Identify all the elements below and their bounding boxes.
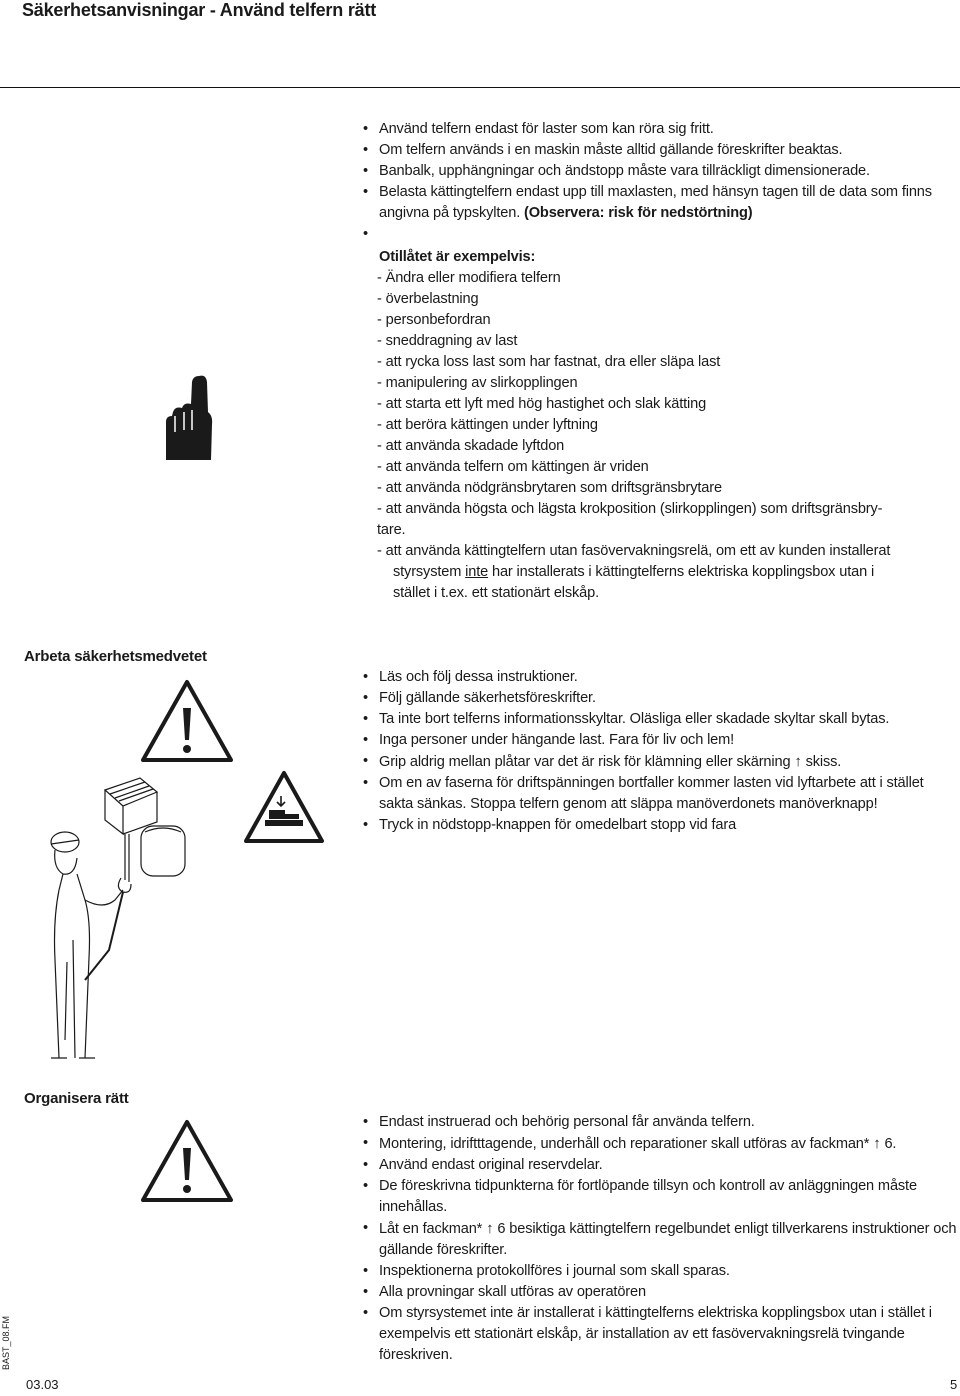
prohibited-item: - personbefordran: [377, 312, 491, 328]
file-code: BAST_08.FM: [1, 1315, 11, 1370]
section-heading: Organisera rätt: [24, 1090, 129, 1107]
prohibited-item-cont: [377, 562, 958, 583]
bullet-item: • Följ gällande säkerhetsföreskrifter.: [363, 688, 958, 709]
text-span: skiss.: [801, 754, 842, 770]
bullet-text: Belasta kättingtelfern endast upp till maxlasten, med hänsyn tagen till de data som finns angivna på typskylten.: [379, 184, 932, 221]
bullet-item: • Endast instruerad och behörig personal får använda telfern.: [363, 1112, 958, 1133]
text-span: har installerats i kättingtelferns elektriska kopplingsbox utan i: [488, 564, 875, 580]
text-span: 6.: [880, 1136, 897, 1152]
text-span: Grip aldrig mellan plåtar var det är risk för klämning eller skärning: [379, 754, 791, 770]
text-span: Montering, idriftttagende, underhåll och reparationer skall utföras av fackman*: [379, 1136, 870, 1152]
bullet-item: • Om telfern används i en maskin måste alltid gällande föreskrifter beaktas.: [363, 140, 958, 161]
bullet-item: • De föreskrivna tidpunkterna för fortlöpande tillsyn och kontroll av anläggningen måste innehållas.: [363, 1176, 958, 1218]
prohibited-item-cont: stället i t.ex. ett stationärt elskåp.: [393, 585, 600, 601]
prohibited-item: - att rycka loss last som har fastnat, dra eller släpa last: [377, 354, 721, 370]
prohibited-item: - sneddragning av last: [377, 333, 518, 349]
bullet-item: • Alla provningar skall utföras av operatören: [363, 1282, 958, 1303]
text-span: styrsystem: [393, 564, 466, 580]
prohibited-item: - överbelastning: [377, 291, 479, 307]
prohibited-item: - att använda kättingtelfern utan fasövervakningsrelä, om ett av kunden installerat: [377, 543, 891, 559]
prohibited-item: - att beröra kättingen under lyftning: [377, 417, 598, 433]
footer-date: 03.03: [26, 1377, 59, 1392]
bullet-item: [363, 751, 958, 773]
prohibited-item: - att starta ett lyft med hög hastighet och slak kätting: [377, 396, 707, 412]
header-divider: [0, 87, 960, 88]
hand-warning-icon: [163, 372, 215, 462]
reference-arrow-icon: ↑: [873, 1135, 881, 1152]
text-span: Låt en fackman*: [379, 1221, 483, 1237]
reference-arrow-icon: ↑: [794, 753, 802, 770]
bullet-item: [363, 1218, 958, 1261]
warning-triangle-icon: [139, 678, 235, 764]
section-heading: Arbeta säkerhetsmedvetet: [24, 648, 207, 665]
observe-note: (Observera: risk för nedstörtning): [524, 205, 753, 221]
page-number: 5: [950, 1377, 958, 1392]
bullet-item: • Använd telfern endast för laster som kan röra sig fritt.: [363, 119, 958, 140]
bullet-item: • Om styrsystemet inte är installerat i kättingtelferns elektriska kopplingsbox utan i stället i exempelvis ett stationärt elskåp, är installation av ett fasövervakningsrelä tvingande föreskriven.: [363, 1303, 958, 1366]
section-intro: [363, 119, 958, 604]
hoist-operator-illustration: [45, 770, 205, 1060]
prohibited-item: - att använda högsta och lägsta krokposition (slirkopplingen) som driftsgränsbry-: [377, 501, 883, 517]
underlined-word: inte: [465, 564, 489, 580]
section-safety-bullets: [363, 667, 958, 836]
bullet-item: [363, 1133, 958, 1155]
crush-hazard-icon: [243, 770, 325, 844]
prohibited-item: - att använda skadade lyftdon: [377, 438, 565, 454]
prohibited-item: tare.: [377, 522, 406, 538]
bullet-item: • Ta inte bort telferns informationsskyltar. Oläsliga eller skadade skyltar skall bytas.: [363, 709, 958, 730]
bullet-item-empty: [363, 224, 958, 245]
bullet-item: • Tryck in nödstopp-knappen för omedelbart stopp vid fara: [363, 815, 958, 836]
bullet-item: • Om en av faserna för driftspänningen bortfaller kommer lasten vid lyftarbete att i stället sakta sänkas. Stoppa telfern genom att släppa manöverdonets manöverknapp!: [363, 773, 958, 815]
bullet-item: • Inspektionerna protokollföres i journal som skall sparas.: [363, 1261, 958, 1282]
bullet-item: [363, 182, 958, 224]
prohibited-list: [363, 268, 958, 604]
section-organize-bullets: [363, 1112, 958, 1366]
prohibited-item: - Ändra eller modifiera telfern: [377, 270, 561, 286]
page-title: Säkerhetsanvisningar - Använd telfern rätt: [22, 0, 377, 20]
bullet-item: • Läs och följ dessa instruktioner.: [363, 667, 958, 688]
prohibited-item: - att använda nödgränsbrytaren som driftsgränsbrytare: [377, 480, 722, 496]
reference-arrow-icon: ↑: [486, 1220, 494, 1237]
bullet-item: • Använd endast original reservdelar.: [363, 1155, 958, 1176]
bullet-item: • Banbalk, upphängningar och ändstopp måste vara tillräckligt dimensionerade.: [363, 161, 958, 182]
bullet-item: • Inga personer under hängande last. Fara för liv och lem!: [363, 730, 958, 751]
warning-triangle-icon: [139, 1118, 235, 1204]
text-span: 6 besiktiga kättingtelfern regelbundet enligt tillverkarens instruktioner och gällande föreskrifter.: [379, 1221, 957, 1258]
prohibited-item: - att använda telfern om kättingen är vriden: [377, 459, 649, 475]
prohibited-title: Otillåtet är exempelvis:: [379, 249, 536, 265]
prohibited-item: - manipulering av slirkopplingen: [377, 375, 578, 391]
